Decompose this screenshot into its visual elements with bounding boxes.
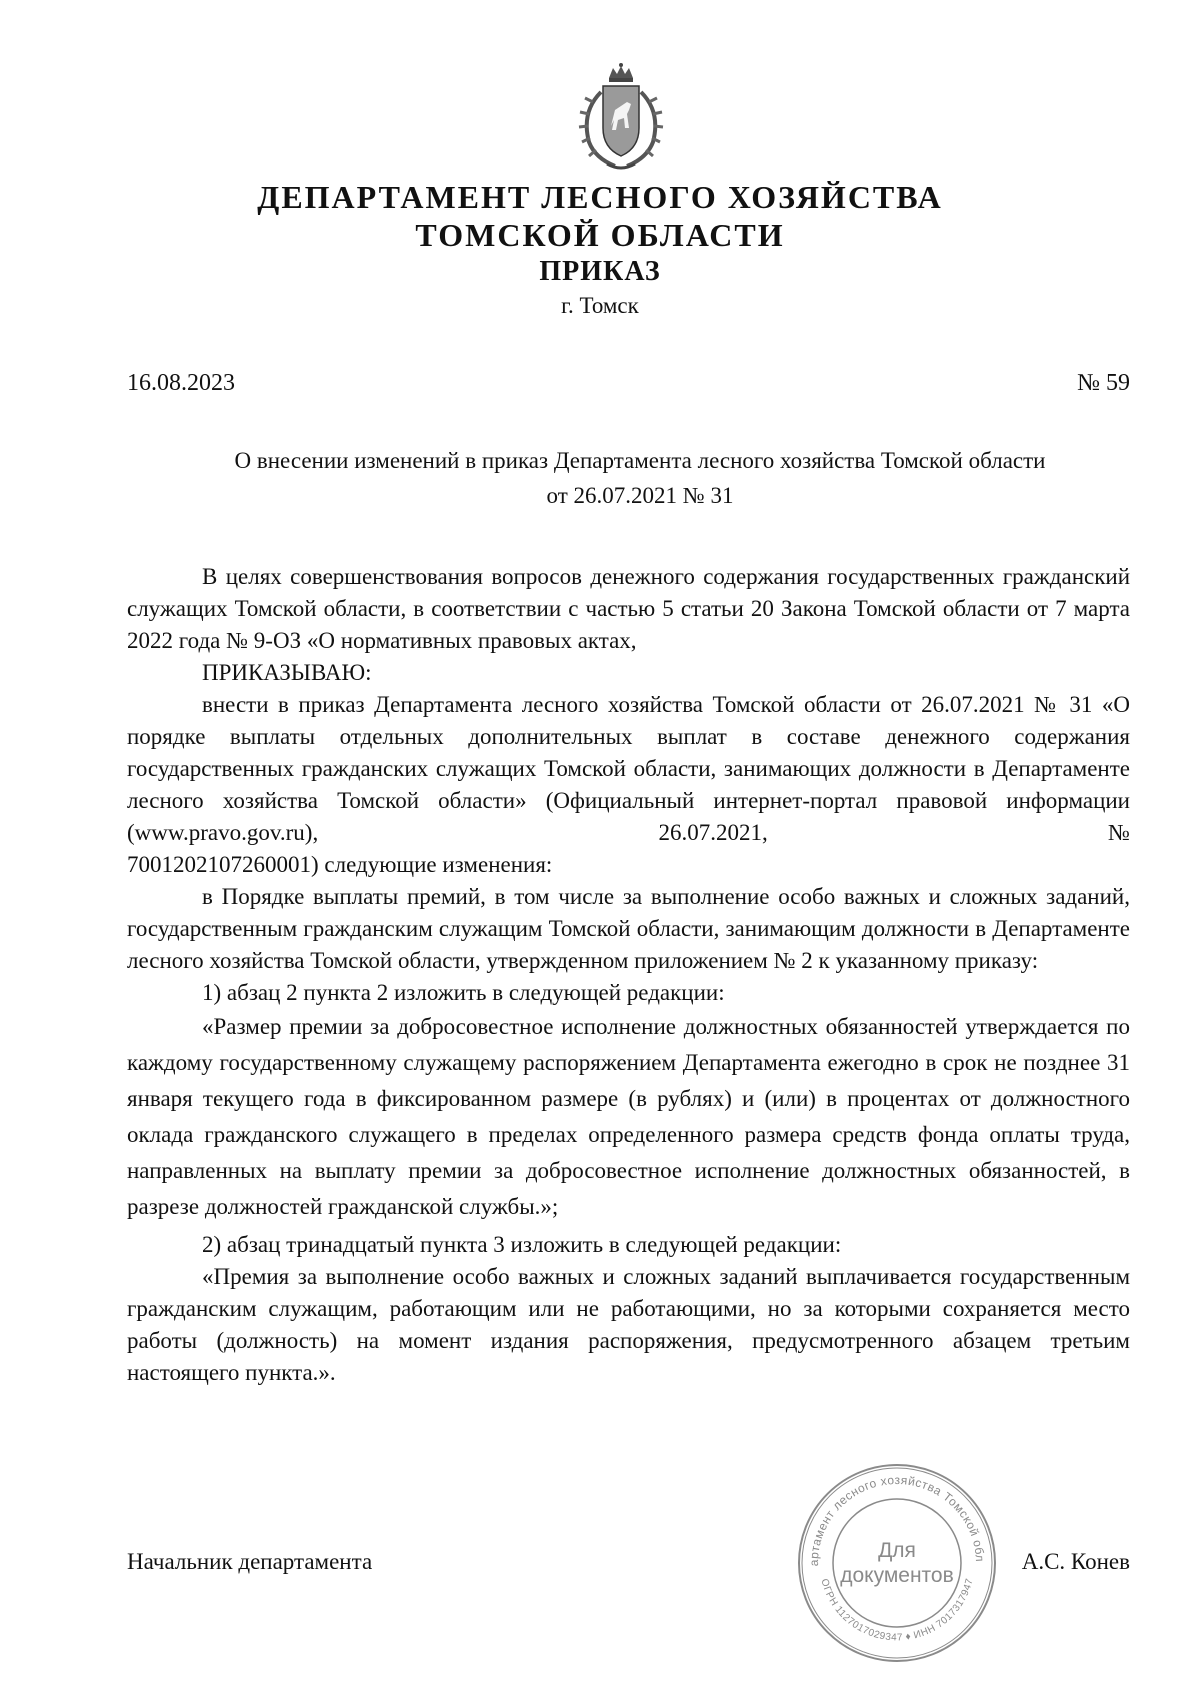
document-type: ПРИКАЗ: [539, 256, 661, 287]
item-1-paragraph: 1) абзац 2 пункта 2 изложить в следующей редакции:: [202, 980, 725, 1005]
item-2-text-paragraph: «Премия за выполнение особо важных и сложных заданий выплачивается государственным гражданским служащим, работающим или не работающими, но за которыми сохраняется место работы (должность) на момент издания распоряжения, предусмотренного абзацем третьим настоящего пункта.».: [127, 1264, 1130, 1385]
item-2-paragraph: 2) абзац тринадцатый пункта 3 изложить в следующей редакции:: [202, 1232, 842, 1257]
stamp-center-line1: Для: [878, 1539, 916, 1562]
order-paragraph: внести в приказ Департамента лесного хозяйства Томской области от 26.07.2021 № 31 «О порядке выплаты отдельных дополнительных выплат в составе денежного содержания государственных гражданских служащих Томской области, занимающих должности в Департаменте лесного хозяйства Томской области» (Официальный интернет-портал правовой информации (www.pravo.gov.ru), 26.07.2021, №: [127, 692, 1130, 845]
stamp-bottom-text: ОГРН 1127017029347 ♦ ИНН 7017317947: [818, 1577, 976, 1644]
official-stamp: [796, 1462, 998, 1664]
signatory-name: А.С. Конев: [1021, 1549, 1130, 1574]
document-number: № 59: [1077, 370, 1130, 396]
document-date: 16.08.2023: [127, 370, 235, 396]
amendment-intro-paragraph: в Порядке выплаты премий, в том числе за выполнение особо важных и сложных заданий, государственным гражданским служащим Томской области, занимающим должности в Департаменте лесного хозяйства Томской области, утвержденном приложением № 2 к указанному приказу:: [127, 884, 1130, 973]
document-subject: [160, 443, 1120, 513]
order-keyword: ПРИКАЗЫВАЮ:: [202, 660, 372, 685]
order-paragraph-end: 7001202107260001) следующие изменения:: [127, 852, 553, 877]
svg-text:ОГРН 1127017029347 ♦ ИНН 70173: [818, 1577, 975, 1643]
preamble-paragraph: В целях совершенствования вопросов денежного содержания государственных гражданский служащих Томской области, в соответствии с частью 5 статьи 20 Закона Томской области от 7 марта 2022 года № 9-ОЗ «О нормативных правовых актах,: [127, 564, 1130, 653]
stamp-ring-text: артамент лесного хозяйства Томской обл: [806, 1472, 988, 1567]
coat-of-arms-emblem: [571, 62, 671, 174]
organization-name-line1: ДЕПАРТАМЕНТ ЛЕСНОГО ХОЗЯЙСТВА: [257, 179, 943, 215]
organization-name-line2: ТОМСКОЙ ОБЛАСТИ: [415, 217, 785, 253]
signatory-position: Начальник департамента: [127, 1549, 373, 1574]
document-body: [127, 561, 1130, 1389]
subject-line1: О внесении изменений в приказ Департамента лесного хозяйства Томской области: [234, 448, 1046, 473]
stamp-center-line2: документов: [840, 1564, 954, 1587]
item-1-text-paragraph: «Размер премии за добросовестное исполнение должностных обязанностей утверждается по каждому государственному служащему распоряжением Департамента ежегодно в срок не позднее 31 января текущего года в фиксированном размере (в рублях) и (или) в процентах от должностного оклада гражданского служащего в пределах определенного размера средств фонда оплаты труда, направленных на выплату премии за добросовестное исполнение должностных обязанностей, в разрезе должностей гражданской службы.»;: [127, 1014, 1130, 1219]
city: г. Томск: [561, 293, 639, 318]
subject-line2: от 26.07.2021 № 31: [546, 483, 734, 508]
